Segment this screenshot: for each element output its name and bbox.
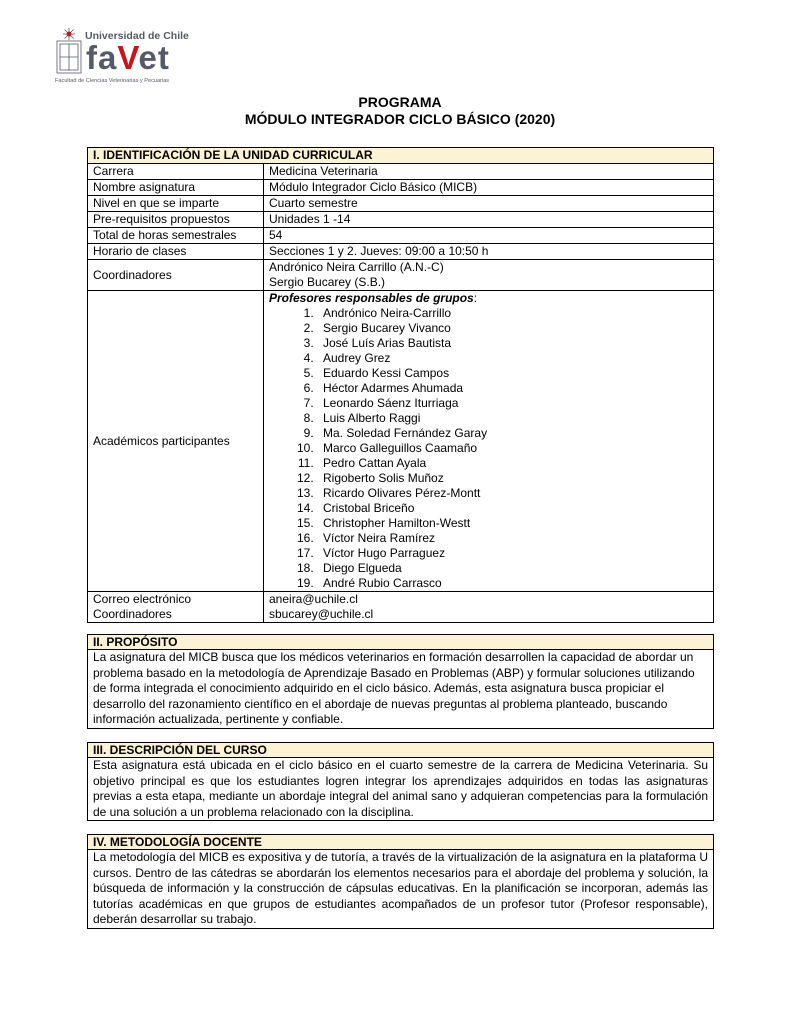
coordinators-value xyxy=(264,260,714,291)
coordinator-name: Sergio Bucarey (S.B.) xyxy=(269,275,386,289)
list-item: 1. Andrónico Neira-Carrillo xyxy=(317,306,708,321)
coordinators-label: Coordinadores xyxy=(88,260,264,291)
row-label: Nombre asignatura xyxy=(88,180,264,196)
row-value: Secciones 1 y 2. Jueves: 09:00 a 10:50 h xyxy=(264,244,714,260)
academics-heading: Profesores responsables de grupos: xyxy=(269,291,478,305)
row-value: Cuarto semestre xyxy=(264,196,714,212)
table-row xyxy=(88,244,714,260)
list-item: 6. Héctor Adarmes Ahumada xyxy=(317,381,708,396)
identification-table xyxy=(87,147,714,623)
section-proposito xyxy=(87,634,714,729)
list-item: 7. Leonardo Sáenz Iturriaga xyxy=(317,396,708,411)
list-item: 3. José Luís Arias Bautista xyxy=(317,336,708,351)
document-title: PROGRAMA xyxy=(358,94,442,110)
section-body-proposito: La asignatura del MICB busca que los médicos veterinarios en formación desarrollen la capacidad de abordar un problema basado en la metodología de Aprendizaje Basado en Problemas (ABP) y formular soluciones utilizando de forma integrada el conocimiento adquirido en el ciclo básico. Además, esta asignatura busca propiciar el desarrollo del razonamiento científico en el abordaje de nuevas preguntas al problema planteado, buscando información actualizada, pertinente y confiable. xyxy=(87,650,714,729)
row-value: 54 xyxy=(264,228,714,244)
row-label: Nivel en que se imparte xyxy=(88,196,264,212)
email-value xyxy=(264,592,714,623)
table-row xyxy=(88,212,714,228)
list-item: 16. Víctor Neira Ramírez xyxy=(317,531,708,546)
brand-wordmark: faVet xyxy=(86,39,170,76)
faculty-logo xyxy=(55,28,215,88)
university-crest-icon xyxy=(55,28,83,76)
list-item: 19. André Rubio Carrasco xyxy=(317,576,708,591)
row-label: Carrera xyxy=(88,164,264,180)
list-item: 17. Víctor Hugo Parraguez xyxy=(317,546,708,561)
coordinator-name: Andrónico Neira Carrillo (A.N.-C) xyxy=(269,260,444,274)
table-row xyxy=(88,228,714,244)
list-item: 11. Pedro Cattan Ayala xyxy=(317,456,708,471)
row-label: Horario de clases xyxy=(88,244,264,260)
table-row xyxy=(88,196,714,212)
table-row xyxy=(88,164,714,180)
section-body-metodologia: La metodología del MICB es expositiva y de tutoría, a través de la virtualización de la asignatura en la plataforma U cursos. Dentro de las cátedras se abordarán los elementos necesarios para el abordaje del problema y solución, la búsqueda de información y la construcción de cápsulas educativas. En la planificación se incorporan, además las tutorías académicas en que grupos de estudiantes acompañados de un profesor tutor (Profesor responsable), deberán desarrollar su trabajo. xyxy=(87,850,714,929)
list-item: 15. Christopher Hamilton-Westt xyxy=(317,516,708,531)
list-item: 10. Marco Galleguillos Caamaño xyxy=(317,441,708,456)
row-value: Unidades 1 -14 xyxy=(264,212,714,228)
academics-row xyxy=(88,291,714,592)
university-name: Universidad de Chile xyxy=(85,30,189,42)
row-label: Pre-requisitos propuestos xyxy=(88,212,264,228)
academics-label: Académicos participantes xyxy=(88,291,264,592)
list-item: 4. Audrey Grez xyxy=(317,351,708,366)
section-header-descripcion: III. DESCRIPCIÓN DEL CURSO xyxy=(87,742,714,758)
email-address: aneira@uchile.cl xyxy=(269,592,358,606)
list-item: 9. Ma. Soledad Fernández Garay xyxy=(317,426,708,441)
professors-list xyxy=(269,306,708,591)
row-value: Medicina Veterinaria xyxy=(264,164,714,180)
table-row xyxy=(88,180,714,196)
section-metodologia xyxy=(87,834,714,929)
list-item: 18. Diego Elgueda xyxy=(317,561,708,576)
email-label: Correo electrónico Coordinadores xyxy=(88,592,264,623)
email-address: sbucarey@uchile.cl xyxy=(269,607,374,621)
list-item: 8. Luis Alberto Raggi xyxy=(317,411,708,426)
faculty-name: Facultad de Ciencias Veterinarias y Pecuarias xyxy=(55,78,170,84)
section-header-proposito: II. PROPÓSITO xyxy=(87,634,714,650)
academics-value xyxy=(264,291,714,592)
list-item: 12. Rigoberto Solis Muñoz xyxy=(317,471,708,486)
list-item: 13. Ricardo Olivares Pérez-Montt xyxy=(317,486,708,501)
row-value: Módulo Integrador Ciclo Básico (MICB) xyxy=(264,180,714,196)
row-label: Total de horas semestrales xyxy=(88,228,264,244)
section-header-metodologia: IV. METODOLOGÍA DOCENTE xyxy=(87,834,714,850)
coordinators-row xyxy=(88,260,714,291)
document-subtitle: MÓDULO INTEGRADOR CICLO BÁSICO (2020) xyxy=(244,111,556,127)
section-descripcion xyxy=(87,742,714,821)
section-header-identificacion: I. IDENTIFICACIÓN DE LA UNIDAD CURRICULAR xyxy=(88,148,714,164)
list-item: 14. Cristobal Briceño xyxy=(317,501,708,516)
list-item: 5. Eduardo Kessi Campos xyxy=(317,366,708,381)
list-item: 2. Sergio Bucarey Vivanco xyxy=(317,321,708,336)
email-row xyxy=(88,592,714,623)
section-body-descripcion: Esta asignatura está ubicada en el ciclo básico en el cuarto semestre de la carrera de Medicina Veterinaria. Su objetivo principal es que los estudiantes logren integrar los aprendizajes adquiridos en todas las asignaturas previas a esta etapa, mediante un abordaje integral del animal sano y adquieran competencias para la formulación de una solución a un problema relacionado con la disciplina. xyxy=(87,758,714,821)
